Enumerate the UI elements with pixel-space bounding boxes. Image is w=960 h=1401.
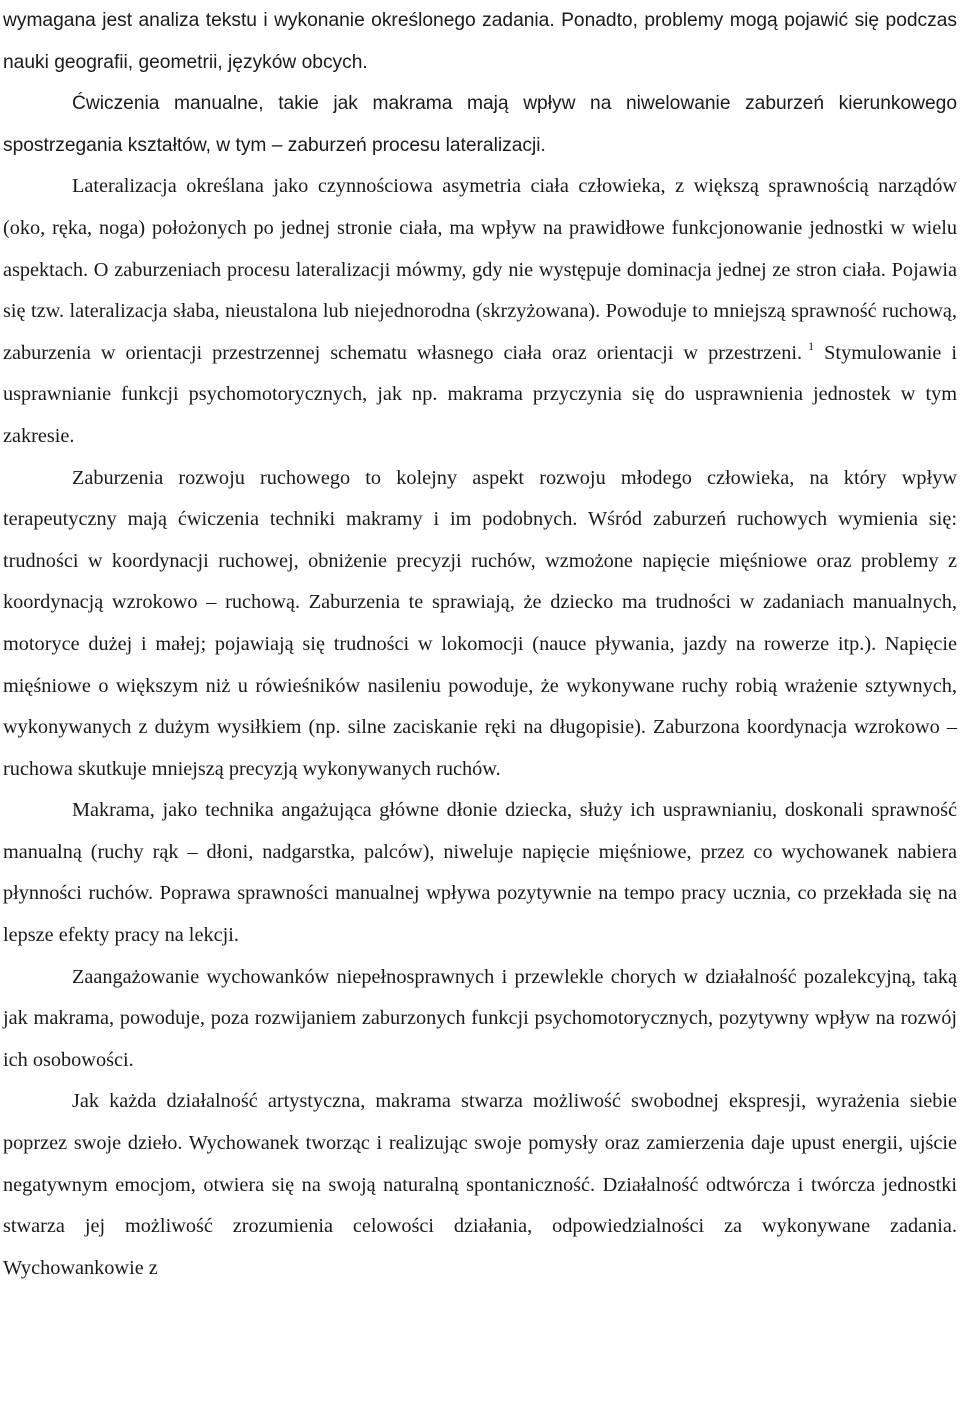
paragraph-3-continuation: Stymulowanie i usprawnianie funkcji psychomotorycznych, jak np. makrama przyczynia się do usprawnienia jednostek w tym zakresie. [3, 341, 957, 447]
paragraph-3 [3, 166, 957, 457]
paragraph-3-text: Lateralizacja określana jako czynnościowa asymetria ciała człowieka, z większą sprawnością narządów (oko, ręka, noga) położonych po jednej stronie ciała, ma wpływ na prawidłowe funkcjonowanie jednostki w wielu aspektach. O zaburzeniach procesu lateralizacji mówmy, gdy nie występuje dominacja jednej ze stron ciała. Pojawia się tzw. lateralizacja słaba, nieustalona lub niejednorodna (skrzyżowana). Powoduje to mniejszą sprawność ruchową, zaburzenia w orientacji przestrzennej schematu własnego ciała oraz orientacji w przestrzeni. [3, 175, 957, 364]
document-page [3, 0, 957, 1289]
paragraph-5: Makrama, jako technika angażująca główne dłonie dziecka, służy ich usprawnianiu, doskonali sprawność manualną (ruchy rąk – dłoni, nadgarstka, palców), niweluje napięcie mięśniowe, przez co wychowanek nabiera płynności ruchów. Poprawa sprawności manualnej wpływa pozytywnie na tempo pracy ucznia, co przekłada się na lepsze efekty pracy na lekcji. [3, 799, 957, 947]
paragraph-4: Zaburzenia rozwoju ruchowego to kolejny aspekt rozwoju młodego człowieka, na który wpływ terapeutyczny mają ćwiczenia techniki makramy i im podobnych. Wśród zaburzeń ruchowych wymienia się: trudności w koordynacji ruchowej, obniżenie precyzji ruchów, wzmożone napięcie mięśniowe oraz problemy z koordynacją wzrokowo – ruchową. Zaburzenia te sprawiają, że dziecko ma trudności w zadaniach manualnych, motoryce dużej i małej; pojawiają się trudności w lokomocji (nauce pływania, jazdy na rowerze itp.). Napięcie mięśniowe o większym niż u rówieśników nasileniu powoduje, że wykonywane ruchy robią wrażenie sztywnych, wykonywanych z dużym wysiłkiem (np. silne zaciskanie ręki na długopisie). Zaburzona koordynacja wzrokowo – ruchowa skutkuje mniejszą precyzją wykonywanych ruchów. [3, 466, 957, 780]
footnote-marker[interactable]: 1 [808, 338, 815, 353]
paragraph-7: Jak każda działalność artystyczna, makrama stwarza możliwość swobodnej ekspresji, wyrażenia siebie poprzez swoje dzieło. Wychowanek tworząc i realizując swoje pomysły oraz zamierzenia daje upust energii, ujście negatywnym emocjom, otwiera się na swoją naturalną spontaniczność. Działalność odtwórcza i twórcza jednostki stwarza jej możliwość zrozumienia celowości działania, odpowiedzialności za wykonywane zadania. Wychowankowie z [3, 1090, 957, 1279]
paragraph-6: Zaangażowanie wychowanków niepełnosprawnych i przewlekle chorych w działalność pozalekcyjną, taką jak makrama, powoduje, poza rozwijaniem zaburzonych funkcji psychomotorycznych, pozytywny wpływ na rozwój ich osobowości. [3, 965, 957, 1071]
paragraph-2: Ćwiczenia manualne, takie jak makrama mają wpływ na niwelowanie zaburzeń kierunkowego spostrzegania kształtów, w tym – zaburzeń procesu lateralizacji. [3, 93, 957, 156]
paragraph-1: wymagana jest analiza tekstu i wykonanie określonego zadania. Ponadto, problemy mogą pojawić się podczas nauki geografii, geometrii, języków obcych. [3, 10, 957, 73]
